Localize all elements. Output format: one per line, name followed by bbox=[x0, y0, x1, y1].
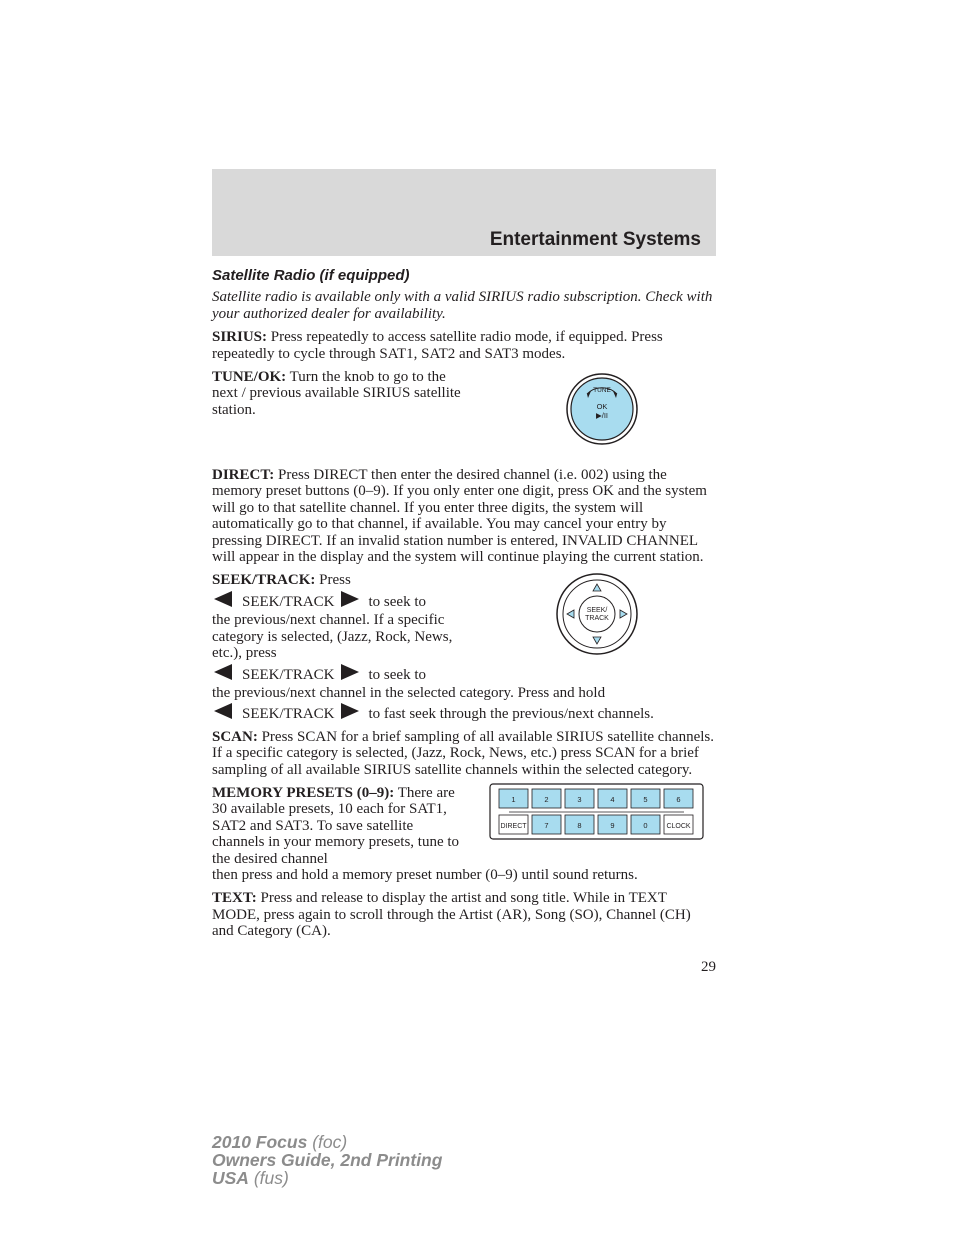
seek-left-arrow-icon bbox=[214, 703, 232, 719]
direct-paragraph bbox=[212, 467, 716, 565]
direct-label: DIRECT: bbox=[212, 467, 275, 484]
preset-button-label: 0 bbox=[643, 820, 648, 830]
page-header-title: Entertainment Systems bbox=[489, 229, 701, 250]
sirius-label: SIRIUS: bbox=[212, 329, 268, 346]
knob-tune-label: TUNE bbox=[593, 387, 611, 395]
seek-to-text: to seek to bbox=[368, 593, 427, 610]
preset-button-label: 5 bbox=[643, 794, 648, 804]
page-number: 29 bbox=[701, 959, 716, 975]
seek-button-text: SEEK/TRACK bbox=[242, 706, 335, 723]
presets-text-2: then press and hold a memory preset number (0–9) until sound returns. bbox=[212, 866, 638, 883]
footer-region-line bbox=[212, 1169, 442, 1187]
seek-fast-text: to fast seek through the previous/next channels. bbox=[368, 706, 654, 723]
preset-button-label: 9 bbox=[610, 820, 615, 830]
footer-region-code: (fus) bbox=[248, 1168, 289, 1188]
presets-paragraph bbox=[212, 785, 467, 867]
text-label: TEXT: bbox=[212, 890, 257, 907]
header-band bbox=[212, 169, 716, 256]
presets-label: MEMORY PRESETS (0–9): bbox=[212, 784, 395, 801]
knob-ok-label: OK bbox=[596, 402, 608, 412]
seek-text-1: the previous/next channel. If a specific category is selected, (Jazz, Rock, News, etc.), press bbox=[212, 612, 453, 662]
footer-region: USA bbox=[212, 1168, 249, 1188]
scan-text: Press SCAN for a brief sampling of all available SIRIUS satellite channels. If a specific category is selected, (Jazz, Rock, News, etc.) press SCAN for a brief sampling of all available SIRIUS satellite channels within the selected category. bbox=[212, 728, 714, 778]
knob-play-pause-label: ▶/II bbox=[595, 411, 609, 421]
footer-guide: Owners Guide, 2nd Printing bbox=[212, 1150, 443, 1170]
seek-label: SEEK/TRACK: bbox=[212, 572, 316, 589]
dial-seek-label: SEEK/ bbox=[586, 607, 608, 615]
page-content bbox=[212, 266, 716, 947]
seek-track-dial-illustration bbox=[555, 572, 639, 656]
intro-paragraph: Satellite radio is available only with a valid SIRIUS radio subscription. Check with your authorized dealer for availability. bbox=[212, 289, 713, 322]
section-title: Satellite Radio (if equipped) bbox=[212, 267, 410, 284]
scan-paragraph bbox=[212, 729, 716, 778]
footer-model-code: (foc) bbox=[307, 1132, 348, 1152]
footer-model-line bbox=[212, 1133, 442, 1151]
preset-button-label: CLOCK bbox=[666, 822, 691, 830]
preset-button-label: 4 bbox=[610, 794, 615, 804]
text-paragraph bbox=[212, 890, 716, 939]
presets-section bbox=[212, 785, 716, 883]
seek-button-text: SEEK/TRACK bbox=[242, 593, 335, 610]
preset-button-label: 3 bbox=[577, 794, 582, 804]
tune-text: Turn the knob to go to the next / previous available SIRIUS satellite station. bbox=[212, 369, 461, 418]
seek-right-arrow-icon bbox=[341, 703, 359, 719]
preset-button-label: DIRECT bbox=[500, 822, 527, 830]
preset-button-label: 6 bbox=[676, 794, 681, 804]
seek-press: Press bbox=[315, 572, 351, 589]
seek-text-2: the previous/next channel in the selected category. Press and hold bbox=[212, 684, 606, 701]
memory-presets-panel-illustration bbox=[489, 783, 704, 840]
tune-paragraph bbox=[212, 369, 467, 418]
seek-left-arrow-icon bbox=[214, 591, 232, 607]
footer-model: 2010 Focus bbox=[212, 1132, 308, 1152]
seek-right-arrow-icon bbox=[341, 664, 359, 680]
preset-button-label: 1 bbox=[511, 794, 516, 804]
seek-line-1 bbox=[212, 591, 462, 610]
seek-line-3 bbox=[212, 703, 716, 722]
preset-button-label: 2 bbox=[544, 794, 549, 804]
footer bbox=[212, 1133, 442, 1187]
scan-label: SCAN: bbox=[212, 728, 258, 745]
tune-knob-illustration bbox=[565, 372, 639, 446]
seek-left-arrow-icon bbox=[214, 664, 232, 680]
footer-guide-line bbox=[212, 1151, 442, 1169]
seek-right-arrow-icon bbox=[341, 591, 359, 607]
tune-section bbox=[212, 369, 716, 467]
dial-track-label: TRACK bbox=[585, 615, 609, 623]
seek-line-2 bbox=[212, 664, 462, 683]
tune-label: TUNE/OK: bbox=[212, 369, 287, 386]
sirius-paragraph bbox=[212, 329, 716, 362]
preset-button-label: 8 bbox=[577, 820, 582, 830]
sirius-text: Press repeatedly to access satellite radio mode, if equipped. Press repeatedly to cycle through SAT1, SAT2 and SAT3 modes. bbox=[212, 329, 663, 362]
seek-section bbox=[212, 572, 716, 722]
text-text: Press and release to display the artist and song title. While in TEXT MODE, press again to scroll through the Artist (AR), Song (SO), Channel (CH) and Category (CA). bbox=[212, 890, 691, 940]
preset-button-label: 7 bbox=[544, 820, 549, 830]
direct-text: Press DIRECT then enter the desired channel (i.e. 002) using the memory preset buttons (0–9). If you only enter one digit, press OK and the system will go to that satellite channel. If you enter three digits, the system will automatically go to that channel, if available. You may cancel your entry by pressing DIRECT. If an invalid station number is entered, INVALID CHANNEL will appear in the display and the system will continue playing the current station. bbox=[212, 467, 707, 566]
seek-to-text: to seek to bbox=[368, 666, 427, 683]
seek-heading-line bbox=[212, 572, 462, 588]
seek-button-text: SEEK/TRACK bbox=[242, 666, 335, 683]
presets-text: There are 30 available presets, 10 each for SAT1, SAT2 and SAT3. To save satellite channels in your memory presets, tune to the desired channel bbox=[212, 784, 460, 867]
